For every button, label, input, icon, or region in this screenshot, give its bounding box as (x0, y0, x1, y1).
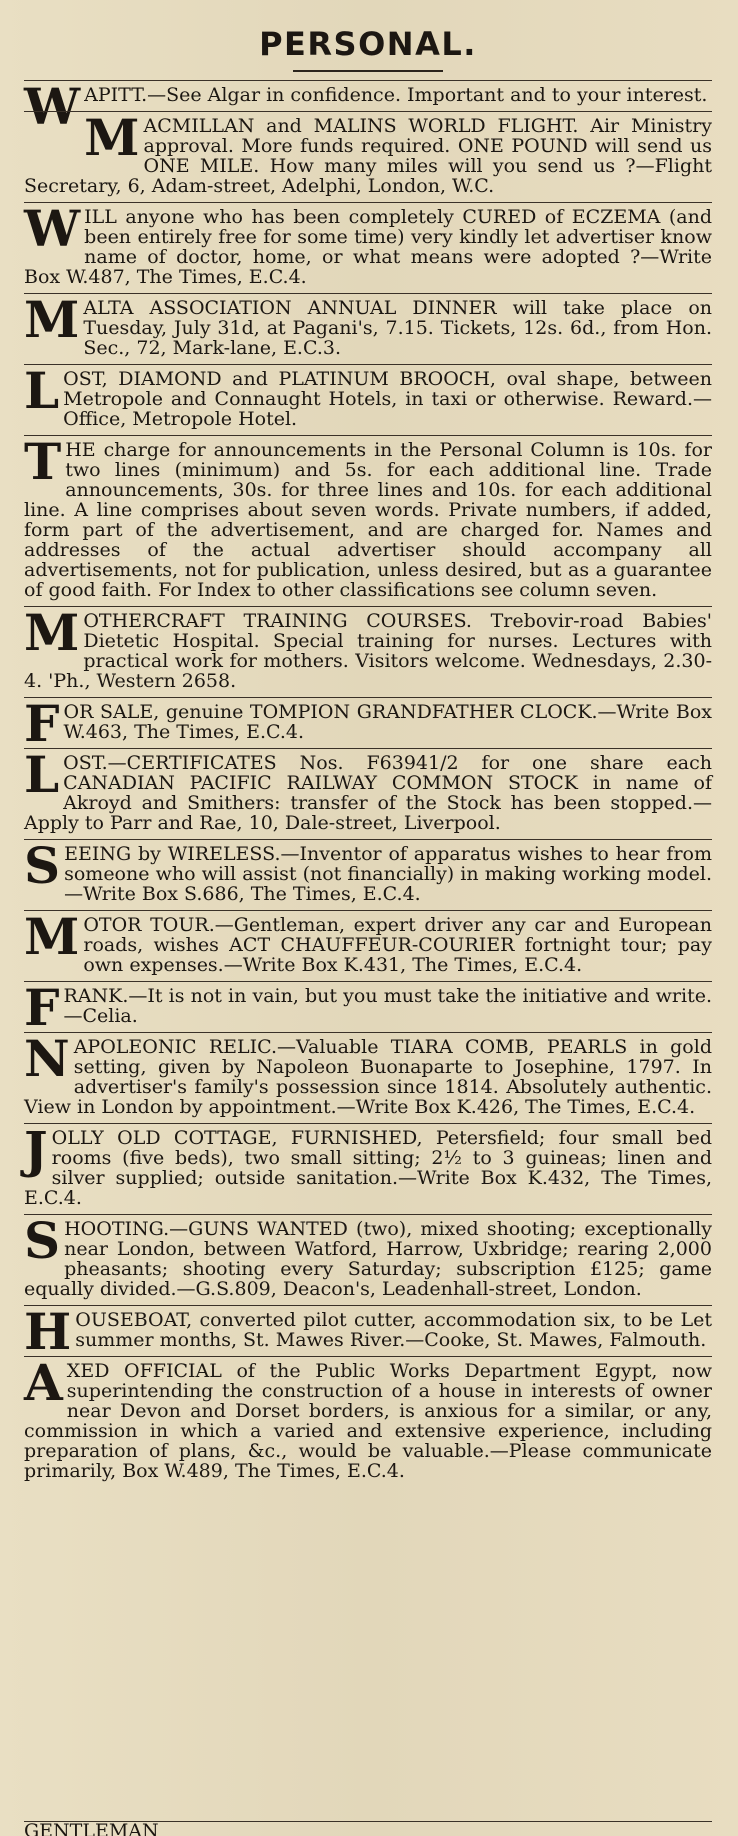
ad-text: ACMILLAN and MALINS WORLD FLIGHT. Air Ministry approval. More funds required. ONE POUND will send us ONE MILE. How many miles will you send us ?—Flight Secretary, 6, Adam-street, Adelphi, London, W.C. (24, 115, 712, 197)
classified-ad (24, 361, 712, 435)
ad-text: OR SALE, genuine TOMPION GRANDFATHER CLOCK.—Write Box W.463, The Times, E.C.4. (63, 701, 712, 743)
drop-cap: M (24, 603, 80, 662)
classified-ad (24, 108, 712, 202)
classified-ad (24, 836, 712, 910)
drop-cap: S (24, 836, 61, 895)
classified-ad (24, 745, 712, 839)
ad-text: HE charge for announcements in the Personal Column is 10s. for two lines (minimum) and 5s. for each additional line. Trade announcements, 30s. for three lines and 10s. for each additional line. A line comprises about seven words. Private numbers, if added, form part of the advertisement, and are charged for. Names and addresses of the actual advertiser should accompany all advertisements, not for publication, unless desired, but as a guarantee of good faith. For Index to other classifications see column seven. (24, 439, 712, 601)
classified-ad (24, 1302, 712, 1361)
classified-ad (24, 694, 712, 753)
classified-ad (24, 432, 712, 606)
classified-ad (24, 290, 712, 364)
ad-text: OUSEBOAT, converted pilot cutter, accommodation six, to be Let summer months, St. Mawes River.—Cooke, St. Mawes, Falmouth. (75, 1309, 712, 1351)
drop-cap: W (24, 77, 81, 136)
ad-text: OST.—CERTIFICATES Nos. F63941/2 for one share each CANADIAN PACIFIC RAILWAY COMMON STOCK in name of Akroyd and Smithers: transfer of the Stock has been stopped.—Apply to Parr and Rae, 10, Dale-street, Liverpool. (24, 752, 712, 834)
classified-ad (24, 978, 712, 1037)
ad-text: APITT.—See Algar in confidence. Important and to your interest. (84, 84, 708, 106)
drop-cap: J (24, 1120, 48, 1179)
ad-text: OTOR TOUR.—Gentleman, expert driver any car and European roads, wishes ACT CHAUFFEUR-COURIER fortnight tour; pay own expenses.—Write Box K.431, The Times, E.C.4. (83, 914, 712, 976)
drop-cap: S (24, 1211, 61, 1270)
ad-text: HOOTING.—GUNS WANTED (two), mixed shooting; exceptionally near London, between Watford, Harrow, Uxbridge; rearing 2,000 pheasants; shooting every Saturday; subscription £125; game equally divided.—G.S.809, Deacon's, Leadenhall-street, London. (24, 1218, 712, 1300)
ads-list (24, 77, 712, 1487)
drop-cap: L (24, 745, 60, 804)
ad-text: OST, DIAMOND and PLATINUM BROOCH, oval shape, between Metropole and Connaught Hotels, in taxi or otherwise. Reward.—Office, Metropole Hotel. (63, 368, 712, 430)
ad-text: ILL anyone who has been completely CURED of ECZEMA (and been entirely free for some time) very kindly let advertiser know name of doctor, home, or what means were adopted ?—Write Box W.487, The Times, E.C.4. (24, 206, 712, 288)
cutoff-text: GENTLEMAN (24, 1821, 159, 1836)
drop-cap: M (24, 290, 80, 349)
drop-cap: A (24, 1353, 63, 1412)
classified-ad (24, 199, 712, 293)
ad-text: OTHERCRAFT TRAINING COURSES. Trebovir-road Babies' Dietetic Hospital. Special training for nurses. Lectures with practical work for mothers. Visitors welcome. Wednesdays, 2.30-4. 'Ph., Western 2658. (24, 610, 712, 692)
drop-cap: H (24, 1302, 72, 1361)
classified-ad (24, 907, 712, 981)
classified-ad (24, 1211, 712, 1305)
classified-ad (24, 1353, 712, 1487)
ad-text: XED OFFICIAL of the Public Works Department Egypt, now superintending the construction of a house in interests of owner near Devon and Dorset borders, is anxious for a similar, or any, commission in which a varied and extensive experience, including preparation of plans, &c., would be valuable.—Please communicate primarily, Box W.489, The Times, E.C.4. (24, 1360, 712, 1482)
drop-cap: F (24, 694, 60, 753)
classified-ad (24, 603, 712, 697)
classified-ad (24, 1120, 712, 1214)
drop-cap: M (84, 108, 140, 167)
cutoff-ad (24, 1821, 712, 1836)
ad-text: OLLY OLD COTTAGE, FURNISHED, Petersfield; four small bed rooms (five beds), two small sitting; 2½ to 3 guineas; linen and silver supplied; outside sanitation.—Write Box K.432, The Times, E.C.4. (24, 1127, 712, 1209)
drop-cap: W (24, 199, 81, 258)
ad-text: EEING by WIRELESS.—Inventor of apparatus wishes to hear from someone who will assist (not financially) in making working model.—Write Box S.686, The Times, E.C.4. (64, 843, 712, 905)
classified-ad (24, 77, 712, 136)
ad-text: ALTA ASSOCIATION ANNUAL DINNER will take place on Tuesday, July 31d, at Pagani's, 7.15. Tickets, 12s. 6d., from Hon. Sec., 72, Mark-lane, E.C.3. (83, 297, 712, 359)
drop-cap: M (24, 907, 80, 966)
drop-cap: N (24, 1029, 70, 1088)
ad-text: RANK.—It is not in vain, but you must take the initiative and write.—Celia. (63, 985, 712, 1027)
drop-cap: L (24, 361, 60, 420)
classified-ad (24, 1029, 712, 1123)
heading-rule (293, 70, 443, 72)
ad-text: APOLEONIC RELIC.—Valuable TIARA COMB, PEARLS in gold setting, given by Napoleon Buonaparte to Josephine, 1797. In advertiser's family's possession since 1814. Absolutely authentic. View in London by appointment.—Write Box K.426, The Times, E.C.4. (24, 1036, 712, 1118)
column-heading: PERSONAL. (259, 25, 477, 63)
drop-cap: F (24, 978, 60, 1037)
drop-cap: T (24, 432, 62, 491)
